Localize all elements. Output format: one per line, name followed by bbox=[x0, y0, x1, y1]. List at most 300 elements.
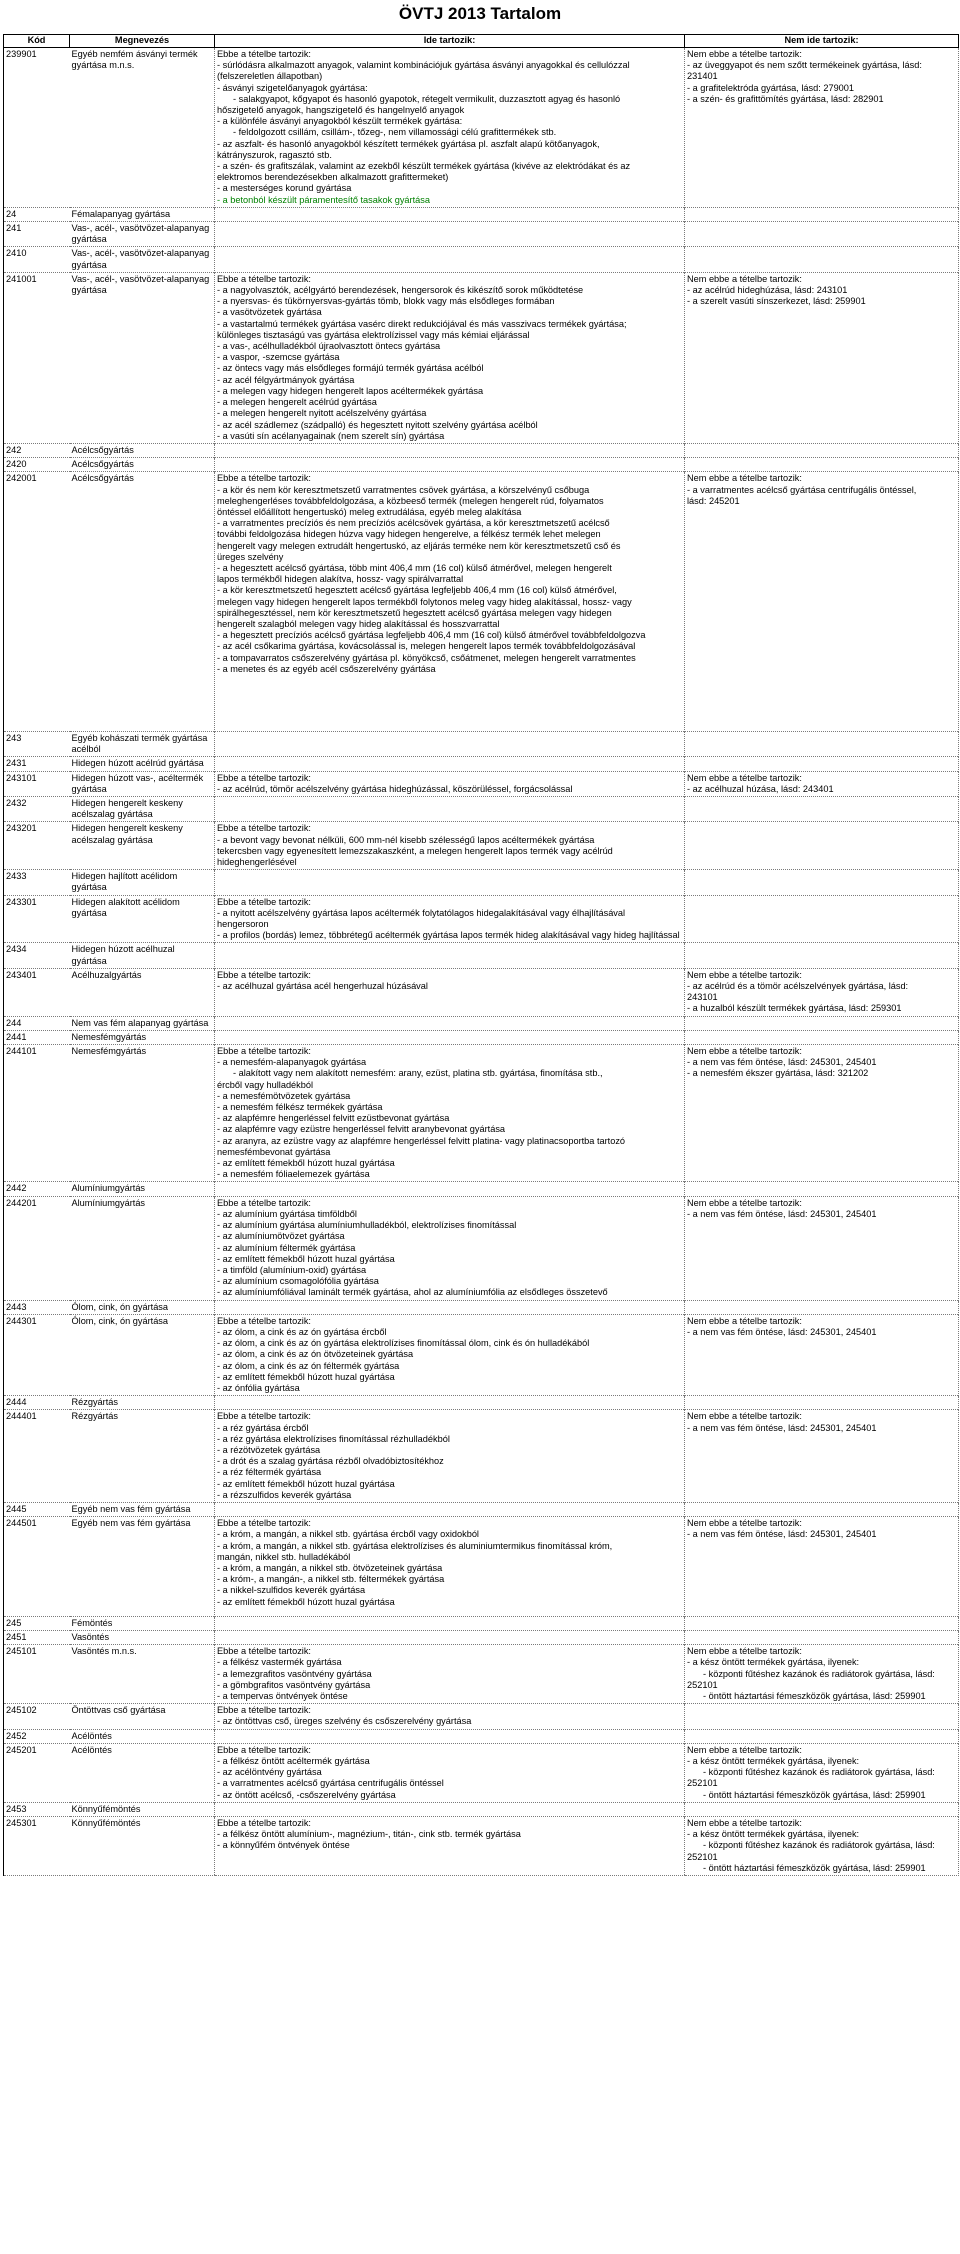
row-name: Acélcsőgyártás bbox=[70, 443, 215, 457]
included-line: - az ólom, a cink és az ón féltermék gyártása bbox=[217, 1360, 400, 1371]
excluded-line: - a kész öntött termékek gyártása, ilyenek: bbox=[687, 1756, 860, 1767]
included-line: - a réz gyártása elektrolízises finomítással rézhulladékból bbox=[217, 1433, 450, 1444]
included-line: - az alapfémre hengerléssel felvitt ezüstbevonat gyártása bbox=[217, 1113, 450, 1124]
excluded-line: - a nem vas fém öntése, lásd: 245301, 245401 bbox=[687, 1422, 877, 1433]
row-code: 245301 bbox=[4, 1817, 70, 1876]
included-line: Ebbe a tételbe tartozik: bbox=[217, 1518, 311, 1529]
included-line: - a különféle ásványi anyagokból készült termékek gyártása: bbox=[217, 116, 463, 127]
excluded-cell bbox=[685, 1502, 959, 1516]
row-name: Hidegen húzott vas-, acéltermék gyártása bbox=[70, 771, 215, 796]
excluded-line: - központi fűtéshez kazánok és radiátorok gyártása, lásd: bbox=[703, 1668, 935, 1679]
row-code: 2433 bbox=[4, 870, 70, 895]
included-cell bbox=[215, 1300, 685, 1314]
table-row bbox=[4, 1410, 959, 1503]
excluded-cell bbox=[685, 272, 959, 443]
included-line: Ebbe a tételbe tartozik: bbox=[217, 1646, 311, 1657]
excluded-cell bbox=[685, 1631, 959, 1645]
included-line: hengerelt vagy melegen extrudált hengertuskó, az eljárás terméke nem kör keresztmetszetű cső és bbox=[217, 540, 621, 551]
included-line: melegen vagy hidegen hengerelt lapos termékből folytonos meleg vagy hideg alakítással, hossz- vagy bbox=[217, 596, 632, 607]
row-name: Ólom, cink, ón gyártása bbox=[70, 1300, 215, 1314]
included-line: - a félkész öntött alumínium-, magnézium-, titán-, cink stb. termék gyártása bbox=[217, 1829, 521, 1840]
table-row bbox=[4, 943, 959, 968]
included-line: - a nyersvas- és tükörnyersvas-gyártás tömb, blokk vagy más elsődleges formában bbox=[217, 296, 555, 307]
included-cell bbox=[215, 1016, 685, 1030]
row-code: 2441 bbox=[4, 1030, 70, 1044]
included-line: - alakított vagy nem alakított nemesfém: arany, ezüst, platina stb. gyártása, finomítása stb., bbox=[233, 1068, 603, 1079]
included-line: - a félkész öntött acéltermék gyártása bbox=[217, 1756, 370, 1767]
excluded-line: Nem ebbe a tételbe tartozik: bbox=[687, 473, 802, 484]
included-line: mangán, nikkel stb. hulladékából bbox=[217, 1551, 351, 1562]
excluded-line: - a grafitelektróda gyártása, lásd: 279001 bbox=[687, 82, 855, 93]
table-row bbox=[4, 1196, 959, 1300]
row-name: Nemesfémgyártás bbox=[70, 1045, 215, 1182]
included-cell bbox=[215, 48, 685, 208]
included-cell bbox=[215, 796, 685, 821]
included-line: - a réz féltermék gyártása bbox=[217, 1467, 322, 1478]
included-line: - a vastartalmú termékek gyártása vasérc direkt redukciójával és más vasszivacs termékek gyártása; bbox=[217, 318, 627, 329]
included-line: - a króm-, a mangán-, a nikkel stb. féltermékek gyártása bbox=[217, 1574, 445, 1585]
excluded-line: 252101 bbox=[687, 1679, 718, 1690]
header-name: Megnevezés bbox=[70, 35, 215, 48]
excluded-line: - a nemesfém ékszer gyártása, lásd: 321202 bbox=[687, 1068, 869, 1079]
table-row bbox=[4, 1631, 959, 1645]
included-line: - a tompavarratos csőszerelvény gyártása pl. könyökcső, csőátmenet, melegen hengerelt varratmentes bbox=[217, 652, 636, 663]
excluded-cell bbox=[685, 822, 959, 870]
excluded-cell bbox=[685, 48, 959, 208]
row-name: Egyéb nemfém ásványi termék gyártása m.n.s. bbox=[70, 48, 215, 208]
excluded-cell bbox=[685, 1182, 959, 1196]
included-line: Ebbe a tételbe tartozik: bbox=[217, 1046, 311, 1057]
header-excluded: Nem ide tartozik: bbox=[685, 35, 959, 48]
included-line: - az alumíniumfóliával laminált termék gyártása, ahol az alumíniumfólia az elsődleges összetevő bbox=[217, 1287, 608, 1298]
row-code: 24 bbox=[4, 207, 70, 221]
included-line: - a melegen hengerelt nyitott acélszelvény gyártása bbox=[217, 408, 427, 419]
included-line: - az ólom, a cink és az ón gyártása elektrolízises finomítással ólom, cink és ón hulladékából bbox=[217, 1338, 590, 1349]
included-line: - a melegen hengerelt acélrúd gyártása bbox=[217, 397, 377, 408]
included-line: - a félkész vastermék gyártása bbox=[217, 1657, 342, 1668]
table-row bbox=[4, 1045, 959, 1182]
table-row bbox=[4, 1645, 959, 1704]
included-cell bbox=[215, 1802, 685, 1816]
excluded-cell bbox=[685, 943, 959, 968]
row-name: Könnyűfémöntés bbox=[70, 1817, 215, 1876]
included-cell bbox=[215, 771, 685, 796]
included-line: - salakgyapot, kőgyapot és hasonló gyapotok, rétegelt vermikulit, duzzasztott agyag és hasonló bbox=[233, 93, 621, 104]
included-line: hengerelt szalagból melegen vagy hideg alakítással és hosszvarrattal bbox=[217, 618, 500, 629]
included-line: Ebbe a tételbe tartozik: bbox=[217, 49, 311, 59]
included-line: tekercsben vagy egyenesített lemezszakaszként, a melegen hengerelt lapos termék vagy acélrúd bbox=[217, 845, 613, 856]
table-row bbox=[4, 443, 959, 457]
table-row bbox=[4, 1517, 959, 1617]
table-row bbox=[4, 1396, 959, 1410]
excluded-line: - központi fűtéshez kazánok és radiátorok gyártása, lásd: bbox=[703, 1840, 935, 1851]
included-line: Ebbe a tételbe tartozik: bbox=[217, 1705, 311, 1716]
included-line: - az alumínium gyártása alumíniumhulladékból, elektrolízises finomítással bbox=[217, 1220, 517, 1231]
excluded-line: Nem ebbe a tételbe tartozik: bbox=[687, 273, 802, 284]
row-code: 2452 bbox=[4, 1729, 70, 1743]
included-line: - a szén- és grafitszálak, valamint az ezekből készült termékek gyártása (kivéve az elektródákat és az bbox=[217, 161, 631, 172]
included-line: - a varratmentes precíziós és nem precíziós acélcsövek gyártása, a kör keresztmetszetű acélcső bbox=[217, 518, 610, 529]
included-line: - a gömbgrafitos vasöntvény gyártása bbox=[217, 1679, 371, 1690]
excluded-line: - a nem vas fém öntése, lásd: 245301, 245401 bbox=[687, 1326, 877, 1337]
included-line: - az öntött acélcső, -csőszerelvény gyártása bbox=[217, 1789, 396, 1800]
table-row bbox=[4, 1502, 959, 1516]
excluded-line: - a nem vas fém öntése, lásd: 245301, 245401 bbox=[687, 1529, 877, 1540]
row-name: Ólom, cink, ón gyártása bbox=[70, 1314, 215, 1395]
included-line: - az aszfalt- és hasonló anyagokból készített termékek gyártása pl. aszfalt alapú kötőanyagok, bbox=[217, 138, 600, 149]
included-line: - az említett fémekből húzott huzal gyártása bbox=[217, 1371, 395, 1382]
row-code: 2434 bbox=[4, 943, 70, 968]
row-name: Vas-, acél-, vasötvözet-alapanyag gyártása bbox=[70, 272, 215, 443]
included-line: Ebbe a tételbe tartozik: bbox=[217, 473, 311, 484]
row-code: 245201 bbox=[4, 1743, 70, 1802]
excluded-cell bbox=[685, 731, 959, 756]
row-name: Könnyűfémöntés bbox=[70, 1802, 215, 1816]
included-line: Ebbe a tételbe tartozik: bbox=[217, 969, 311, 980]
table-row bbox=[4, 1182, 959, 1196]
included-line: Ebbe a tételbe tartozik: bbox=[217, 896, 311, 907]
included-line: - súrlódásra alkalmazott anyagok, valamint kombinációjuk gyártása ásványi anyagokkal és cellulózzal bbox=[217, 60, 630, 71]
row-code: 244501 bbox=[4, 1517, 70, 1617]
table-row bbox=[4, 968, 959, 1016]
row-code: 244301 bbox=[4, 1314, 70, 1395]
row-code: 244401 bbox=[4, 1410, 70, 1503]
included-line: Ebbe a tételbe tartozik: bbox=[217, 1818, 311, 1829]
row-name: Vasöntés m.n.s. bbox=[70, 1645, 215, 1704]
row-code: 242001 bbox=[4, 472, 70, 732]
table-row bbox=[4, 48, 959, 208]
included-line: - a profilos (bordás) lemez, többrétegű acéltermék gyártása lapos termék hideg alakításával vagy hideg hajlítással bbox=[217, 930, 680, 941]
included-line: - az ólom, a cink és az ón gyártása ércből bbox=[217, 1326, 387, 1337]
table-row bbox=[4, 222, 959, 247]
excluded-cell bbox=[685, 1396, 959, 1410]
excluded-line: Nem ebbe a tételbe tartozik: bbox=[687, 1646, 802, 1657]
row-code: 2445 bbox=[4, 1502, 70, 1516]
included-line: - az öntecs vagy más elsődleges formájú termék gyártása acélból bbox=[217, 363, 484, 374]
included-line: elektromos berendezésekben alkalmazott grafittermeket) bbox=[217, 172, 449, 183]
included-cell bbox=[215, 1314, 685, 1395]
included-line: lapos termékből hidegen alakítva, hossz- vagy spirálvarrattal bbox=[217, 574, 464, 585]
row-code: 245102 bbox=[4, 1704, 70, 1729]
included-line: - a nemesfém-alapanyagok gyártása bbox=[217, 1057, 367, 1068]
excluded-line: 243101 bbox=[687, 992, 718, 1003]
table-row bbox=[4, 1016, 959, 1030]
included-line: Ebbe a tételbe tartozik: bbox=[217, 772, 311, 783]
included-cell bbox=[215, 458, 685, 472]
included-line: - a varratmentes acélcső gyártása centrifugális öntéssel bbox=[217, 1778, 444, 1789]
table-row bbox=[4, 247, 959, 272]
row-code: 2442 bbox=[4, 1182, 70, 1196]
row-code: 2410 bbox=[4, 247, 70, 272]
included-cell bbox=[215, 870, 685, 895]
row-code: 245 bbox=[4, 1616, 70, 1630]
excluded-cell bbox=[685, 1300, 959, 1314]
included-line: - a lemezgrafitos vasöntvény gyártása bbox=[217, 1668, 372, 1679]
included-cell bbox=[215, 1410, 685, 1503]
included-cell bbox=[215, 895, 685, 943]
excluded-line: Nem ebbe a tételbe tartozik: bbox=[687, 1411, 802, 1422]
included-line: - az említett fémekből húzott huzal gyártása bbox=[217, 1253, 395, 1264]
included-cell bbox=[215, 1743, 685, 1802]
row-name: Egyéb nem vas fém gyártása bbox=[70, 1517, 215, 1617]
excluded-cell bbox=[685, 968, 959, 1016]
included-line: - az alumínium csomagolófólia gyártása bbox=[217, 1276, 379, 1287]
included-line: - a mesterséges korund gyártása bbox=[217, 183, 352, 194]
excluded-cell bbox=[685, 247, 959, 272]
excluded-line: Nem ebbe a tételbe tartozik: bbox=[687, 1518, 802, 1529]
included-line: - a króm, a mangán, a nikkel stb. gyártása elektrolízises és aluminiumtermikus finomítással króm, bbox=[217, 1540, 613, 1551]
excluded-line: Nem ebbe a tételbe tartozik: bbox=[687, 1046, 802, 1057]
row-name: Rézgyártás bbox=[70, 1396, 215, 1410]
included-line: - az említett fémekből húzott huzal gyártása bbox=[217, 1478, 395, 1489]
included-line: - a vaspor, -szemcse gyártása bbox=[217, 352, 340, 363]
content-table bbox=[3, 34, 959, 1876]
row-code: 243301 bbox=[4, 895, 70, 943]
excluded-line: Nem ebbe a tételbe tartozik: bbox=[687, 1315, 802, 1326]
table-row bbox=[4, 1817, 959, 1876]
excluded-cell bbox=[685, 1196, 959, 1300]
excluded-cell bbox=[685, 1045, 959, 1182]
included-line: - az alapfémre vagy ezüstre hengerléssel felvitt aranybevonat gyártása bbox=[217, 1124, 506, 1135]
included-line: - a króm, a mangán, a nikkel stb. ötvözeteinek gyártása bbox=[217, 1562, 443, 1573]
included-cell bbox=[215, 1817, 685, 1876]
row-code: 244 bbox=[4, 1016, 70, 1030]
row-name: Hidegen hengerelt keskeny acélszalag gyártása bbox=[70, 796, 215, 821]
header-included: Ide tartozik: bbox=[215, 35, 685, 48]
included-line: - a timföld (alumínium-oxid) gyártása bbox=[217, 1264, 367, 1275]
included-line: - az ónfólia gyártása bbox=[217, 1382, 300, 1393]
table-row bbox=[4, 1743, 959, 1802]
excluded-line: - öntött háztartási fémeszközök gyártása, lásd: 259901 bbox=[703, 1691, 926, 1702]
table-row bbox=[4, 472, 959, 732]
table-header-row bbox=[4, 35, 959, 48]
table-row bbox=[4, 272, 959, 443]
row-name: Alumíniumgyártás bbox=[70, 1196, 215, 1300]
excluded-cell bbox=[685, 1517, 959, 1617]
table-row bbox=[4, 1314, 959, 1395]
included-line: - a drót és a szalag gyártása rézből olvadóbiztosítékhoz bbox=[217, 1456, 444, 1467]
included-cell bbox=[215, 1396, 685, 1410]
included-line: - a nagyolvasztók, acélgyártó berendezések, hengersorok és kikészítő sorok működtetése bbox=[217, 285, 584, 296]
excluded-cell bbox=[685, 757, 959, 771]
page-title: ÖVTJ 2013 Tartalom bbox=[398, 4, 562, 23]
row-code: 241001 bbox=[4, 272, 70, 443]
row-name: Alumíniumgyártás bbox=[70, 1182, 215, 1196]
excluded-cell bbox=[685, 1016, 959, 1030]
row-name: Öntöttvas cső gyártása bbox=[70, 1704, 215, 1729]
included-line: Ebbe a tételbe tartozik: bbox=[217, 273, 311, 284]
row-name: Hidegen hengerelt keskeny acélszalag gyártása bbox=[70, 822, 215, 870]
row-code: 2420 bbox=[4, 458, 70, 472]
table-row bbox=[4, 1704, 959, 1729]
included-line: öntéssel előállított hengertuskó) meleg extrudálása, egyéb meleg alakítása bbox=[217, 506, 522, 517]
excluded-cell bbox=[685, 895, 959, 943]
table-row bbox=[4, 870, 959, 895]
included-cell bbox=[215, 1616, 685, 1630]
included-cell bbox=[215, 472, 685, 732]
included-line: - ásványi szigetelőanyagok gyártása: bbox=[217, 82, 368, 93]
excluded-line: - az acélrúd és a tömör acélszelvények gyártása, lásd: bbox=[687, 981, 909, 992]
excluded-line: Nem ebbe a tételbe tartozik: bbox=[687, 1818, 802, 1829]
excluded-cell bbox=[685, 1410, 959, 1503]
included-cell bbox=[215, 1502, 685, 1516]
included-cell bbox=[215, 222, 685, 247]
row-code: 239901 bbox=[4, 48, 70, 208]
excluded-line: - az acélrúd hideghúzása, lásd: 243101 bbox=[687, 285, 848, 296]
excluded-line: Nem ebbe a tételbe tartozik: bbox=[687, 49, 802, 59]
included-line: - az acélhuzal gyártása acél hengerhuzal húzásával bbox=[217, 981, 428, 992]
row-code: 242 bbox=[4, 443, 70, 457]
included-cell bbox=[215, 968, 685, 1016]
included-line: - a könnyűfém öntvények öntése bbox=[217, 1840, 350, 1851]
excluded-cell bbox=[685, 472, 959, 732]
included-cell bbox=[215, 1030, 685, 1044]
included-line: - az öntöttvas cső, üreges szelvény és csőszerelvény gyártása bbox=[217, 1716, 472, 1727]
row-name: Egyéb kohászati termék gyártása acélból bbox=[70, 731, 215, 756]
row-code: 244101 bbox=[4, 1045, 70, 1182]
included-line: spirálhegesztéssel, nem kör keresztmetszetű hegesztett acélcső gyártása melegen vagy hidegen bbox=[217, 607, 612, 618]
row-code: 243401 bbox=[4, 968, 70, 1016]
excluded-line: - a szerelt vasúti sínszerkezet, lásd: 259901 bbox=[687, 296, 866, 307]
excluded-cell bbox=[685, 222, 959, 247]
excluded-line: - a kész öntött termékek gyártása, ilyenek: bbox=[687, 1657, 860, 1668]
included-line: - a melegen vagy hidegen hengerelt lapos acéltermékek gyártása bbox=[217, 385, 484, 396]
row-code: 2453 bbox=[4, 1802, 70, 1816]
table-body bbox=[4, 48, 959, 1876]
table-row bbox=[4, 822, 959, 870]
included-cell bbox=[215, 731, 685, 756]
included-line: - az ólom, a cink és az ón ötvözeteinek gyártása bbox=[217, 1349, 414, 1360]
included-line: - a kör és nem kör keresztmetszetű varratmentes csövek gyártása, a körszelvényű csőbuga bbox=[217, 484, 590, 495]
included-line: - a menetes és az egyéb acél csőszerelvény gyártása bbox=[217, 663, 436, 674]
included-line: Ebbe a tételbe tartozik: bbox=[217, 823, 311, 834]
row-code: 241 bbox=[4, 222, 70, 247]
excluded-cell bbox=[685, 1616, 959, 1630]
included-cell bbox=[215, 943, 685, 968]
included-line: ércből vagy hulladékból bbox=[217, 1079, 314, 1090]
excluded-cell bbox=[685, 870, 959, 895]
row-code: 243201 bbox=[4, 822, 70, 870]
included-cell bbox=[215, 1045, 685, 1182]
table-row bbox=[4, 1300, 959, 1314]
table-row bbox=[4, 1030, 959, 1044]
included-line: - a nikkel-szulfidos keverék gyártása bbox=[217, 1585, 366, 1596]
row-name: Acélhuzalgyártás bbox=[70, 968, 215, 1016]
row-code: 243 bbox=[4, 731, 70, 756]
included-line: - a bevont vagy bevonat nélküli, 600 mm-nél kisebb szélességű lapos acéltermékek gyártása bbox=[217, 834, 595, 845]
included-line: - a réz gyártása ércből bbox=[217, 1422, 309, 1433]
included-line: további feldolgozása hidegen húzva vagy hidegen hengerelve, a félkész termék lehet melegen bbox=[217, 529, 601, 540]
included-line: - a nemesfémötvözetek gyártása bbox=[217, 1090, 351, 1101]
included-line: - a hegesztett precíziós acélcső gyártása legfeljebb 406,4 mm (16 col) külső átmérővel továbbfeldolgozva bbox=[217, 630, 646, 641]
table-row bbox=[4, 796, 959, 821]
row-name: Egyéb nem vas fém gyártása bbox=[70, 1502, 215, 1516]
excluded-cell bbox=[685, 1645, 959, 1704]
included-line: Ebbe a tételbe tartozik: bbox=[217, 1411, 311, 1422]
row-name: Hidegen húzott acélhuzal gyártása bbox=[70, 943, 215, 968]
excluded-cell bbox=[685, 443, 959, 457]
row-name: Vas-, acél-, vasötvözet-alapanyag gyártása bbox=[70, 247, 215, 272]
table-row bbox=[4, 1616, 959, 1630]
excluded-cell bbox=[685, 1729, 959, 1743]
row-name: Fémalapanyag gyártása bbox=[70, 207, 215, 221]
row-code: 2451 bbox=[4, 1631, 70, 1645]
row-code: 245101 bbox=[4, 1645, 70, 1704]
excluded-cell bbox=[685, 207, 959, 221]
row-name: Hidegen húzott acélrúd gyártása bbox=[70, 757, 215, 771]
row-code: 2431 bbox=[4, 757, 70, 771]
included-line: (felszereletlen állapotban) bbox=[217, 71, 323, 82]
excluded-line: Nem ebbe a tételbe tartozik: bbox=[687, 1197, 802, 1208]
included-line: - a nemesfém félkész termékek gyártása bbox=[217, 1102, 383, 1113]
row-name: Acélöntés bbox=[70, 1729, 215, 1743]
included-cell bbox=[215, 757, 685, 771]
row-name: Vasöntés bbox=[70, 1631, 215, 1645]
included-cell bbox=[215, 443, 685, 457]
included-line: - az alumíniumötvözet gyártása bbox=[217, 1231, 345, 1242]
included-line: - a vas-, acélhulladékból újraolvasztott öntecs gyártása bbox=[217, 341, 441, 352]
excluded-line: - a nem vas fém öntése, lásd: 245301, 245401 bbox=[687, 1057, 877, 1068]
excluded-cell bbox=[685, 1802, 959, 1816]
row-name: Nemesfémgyártás bbox=[70, 1030, 215, 1044]
excluded-cell bbox=[685, 1743, 959, 1802]
included-line: - a hegesztett acélcső gyártása, több mint 406,4 mm (16 col) külső átmérővel, melegen hengerelt bbox=[217, 562, 612, 573]
included-line: - az acélöntvény gyártása bbox=[217, 1767, 322, 1778]
row-name: Acélcsőgyártás bbox=[70, 458, 215, 472]
table-row bbox=[4, 1729, 959, 1743]
included-line: - a rézszulfidos keverék gyártása bbox=[217, 1489, 352, 1500]
included-line: - az acél csőkarima gyártása, kovácsolással is, melegen hengerelt lapos termék továbbfeldolgozásával bbox=[217, 641, 636, 652]
row-code: 243101 bbox=[4, 771, 70, 796]
table-row bbox=[4, 458, 959, 472]
row-code: 2432 bbox=[4, 796, 70, 821]
included-line: - az említett fémekből húzott huzal gyártása bbox=[217, 1158, 395, 1169]
included-line: - a vasötvözetek gyártása bbox=[217, 307, 322, 318]
excluded-line: - öntött háztartási fémeszközök gyártása, lásd: 259901 bbox=[703, 1862, 926, 1873]
included-cell bbox=[215, 1182, 685, 1196]
included-line: - a króm, a mangán, a nikkel stb. gyártása ércből vagy oxidokból bbox=[217, 1529, 479, 1540]
excluded-line: 252101 bbox=[687, 1778, 718, 1789]
included-line: - a nemesfém fóliaelemezek gyártása bbox=[217, 1169, 370, 1180]
header-code: Kód bbox=[4, 35, 70, 48]
excluded-cell bbox=[685, 1704, 959, 1729]
excluded-line: Nem ebbe a tételbe tartozik: bbox=[687, 772, 802, 783]
included-line: - a kör keresztmetszetű hegesztett acélcső gyártása legfeljebb 406,4 mm (16 col) külső átmérővel, bbox=[217, 585, 617, 596]
row-name: Acélöntés bbox=[70, 1743, 215, 1802]
excluded-line: 252101 bbox=[687, 1851, 718, 1862]
table-row bbox=[4, 731, 959, 756]
excluded-line: - a kész öntött termékek gyártása, ilyenek: bbox=[687, 1829, 860, 1840]
included-line: Ebbe a tételbe tartozik: bbox=[217, 1744, 311, 1755]
row-name: Fémöntés bbox=[70, 1616, 215, 1630]
included-cell bbox=[215, 1704, 685, 1729]
excluded-cell bbox=[685, 796, 959, 821]
row-name: Hidegen hajlított acélidom gyártása bbox=[70, 870, 215, 895]
row-code: 2443 bbox=[4, 1300, 70, 1314]
excluded-line: - a nem vas fém öntése, lásd: 245301, 245401 bbox=[687, 1208, 877, 1219]
excluded-cell bbox=[685, 458, 959, 472]
included-line: - feldolgozott csillám, csillám-, tőzeg-, nem villamossági célú grafittermékek stb. bbox=[233, 127, 557, 138]
included-line: - az acélrúd, tömör acélszelvény gyártása hideghúzással, köszörüléssel, forgácsolással bbox=[217, 783, 573, 794]
included-line: - a betonból készült páramentesítő tasakok gyártása bbox=[217, 194, 430, 205]
included-line: kátrányszurok, ragasztó stb. bbox=[217, 149, 332, 160]
included-line: különleges tisztaságú vas gyártása elektrolízissel vagy más kémiai eljárással bbox=[217, 329, 530, 340]
included-line: - az aranyra, az ezüstre vagy az alapfémre hengerléssel felvitt platina- vagy platinacsoportba tartozó bbox=[217, 1135, 626, 1146]
row-code: 2444 bbox=[4, 1396, 70, 1410]
table-row bbox=[4, 771, 959, 796]
row-name: Acélcsőgyártás bbox=[70, 472, 215, 732]
table-row bbox=[4, 1802, 959, 1816]
